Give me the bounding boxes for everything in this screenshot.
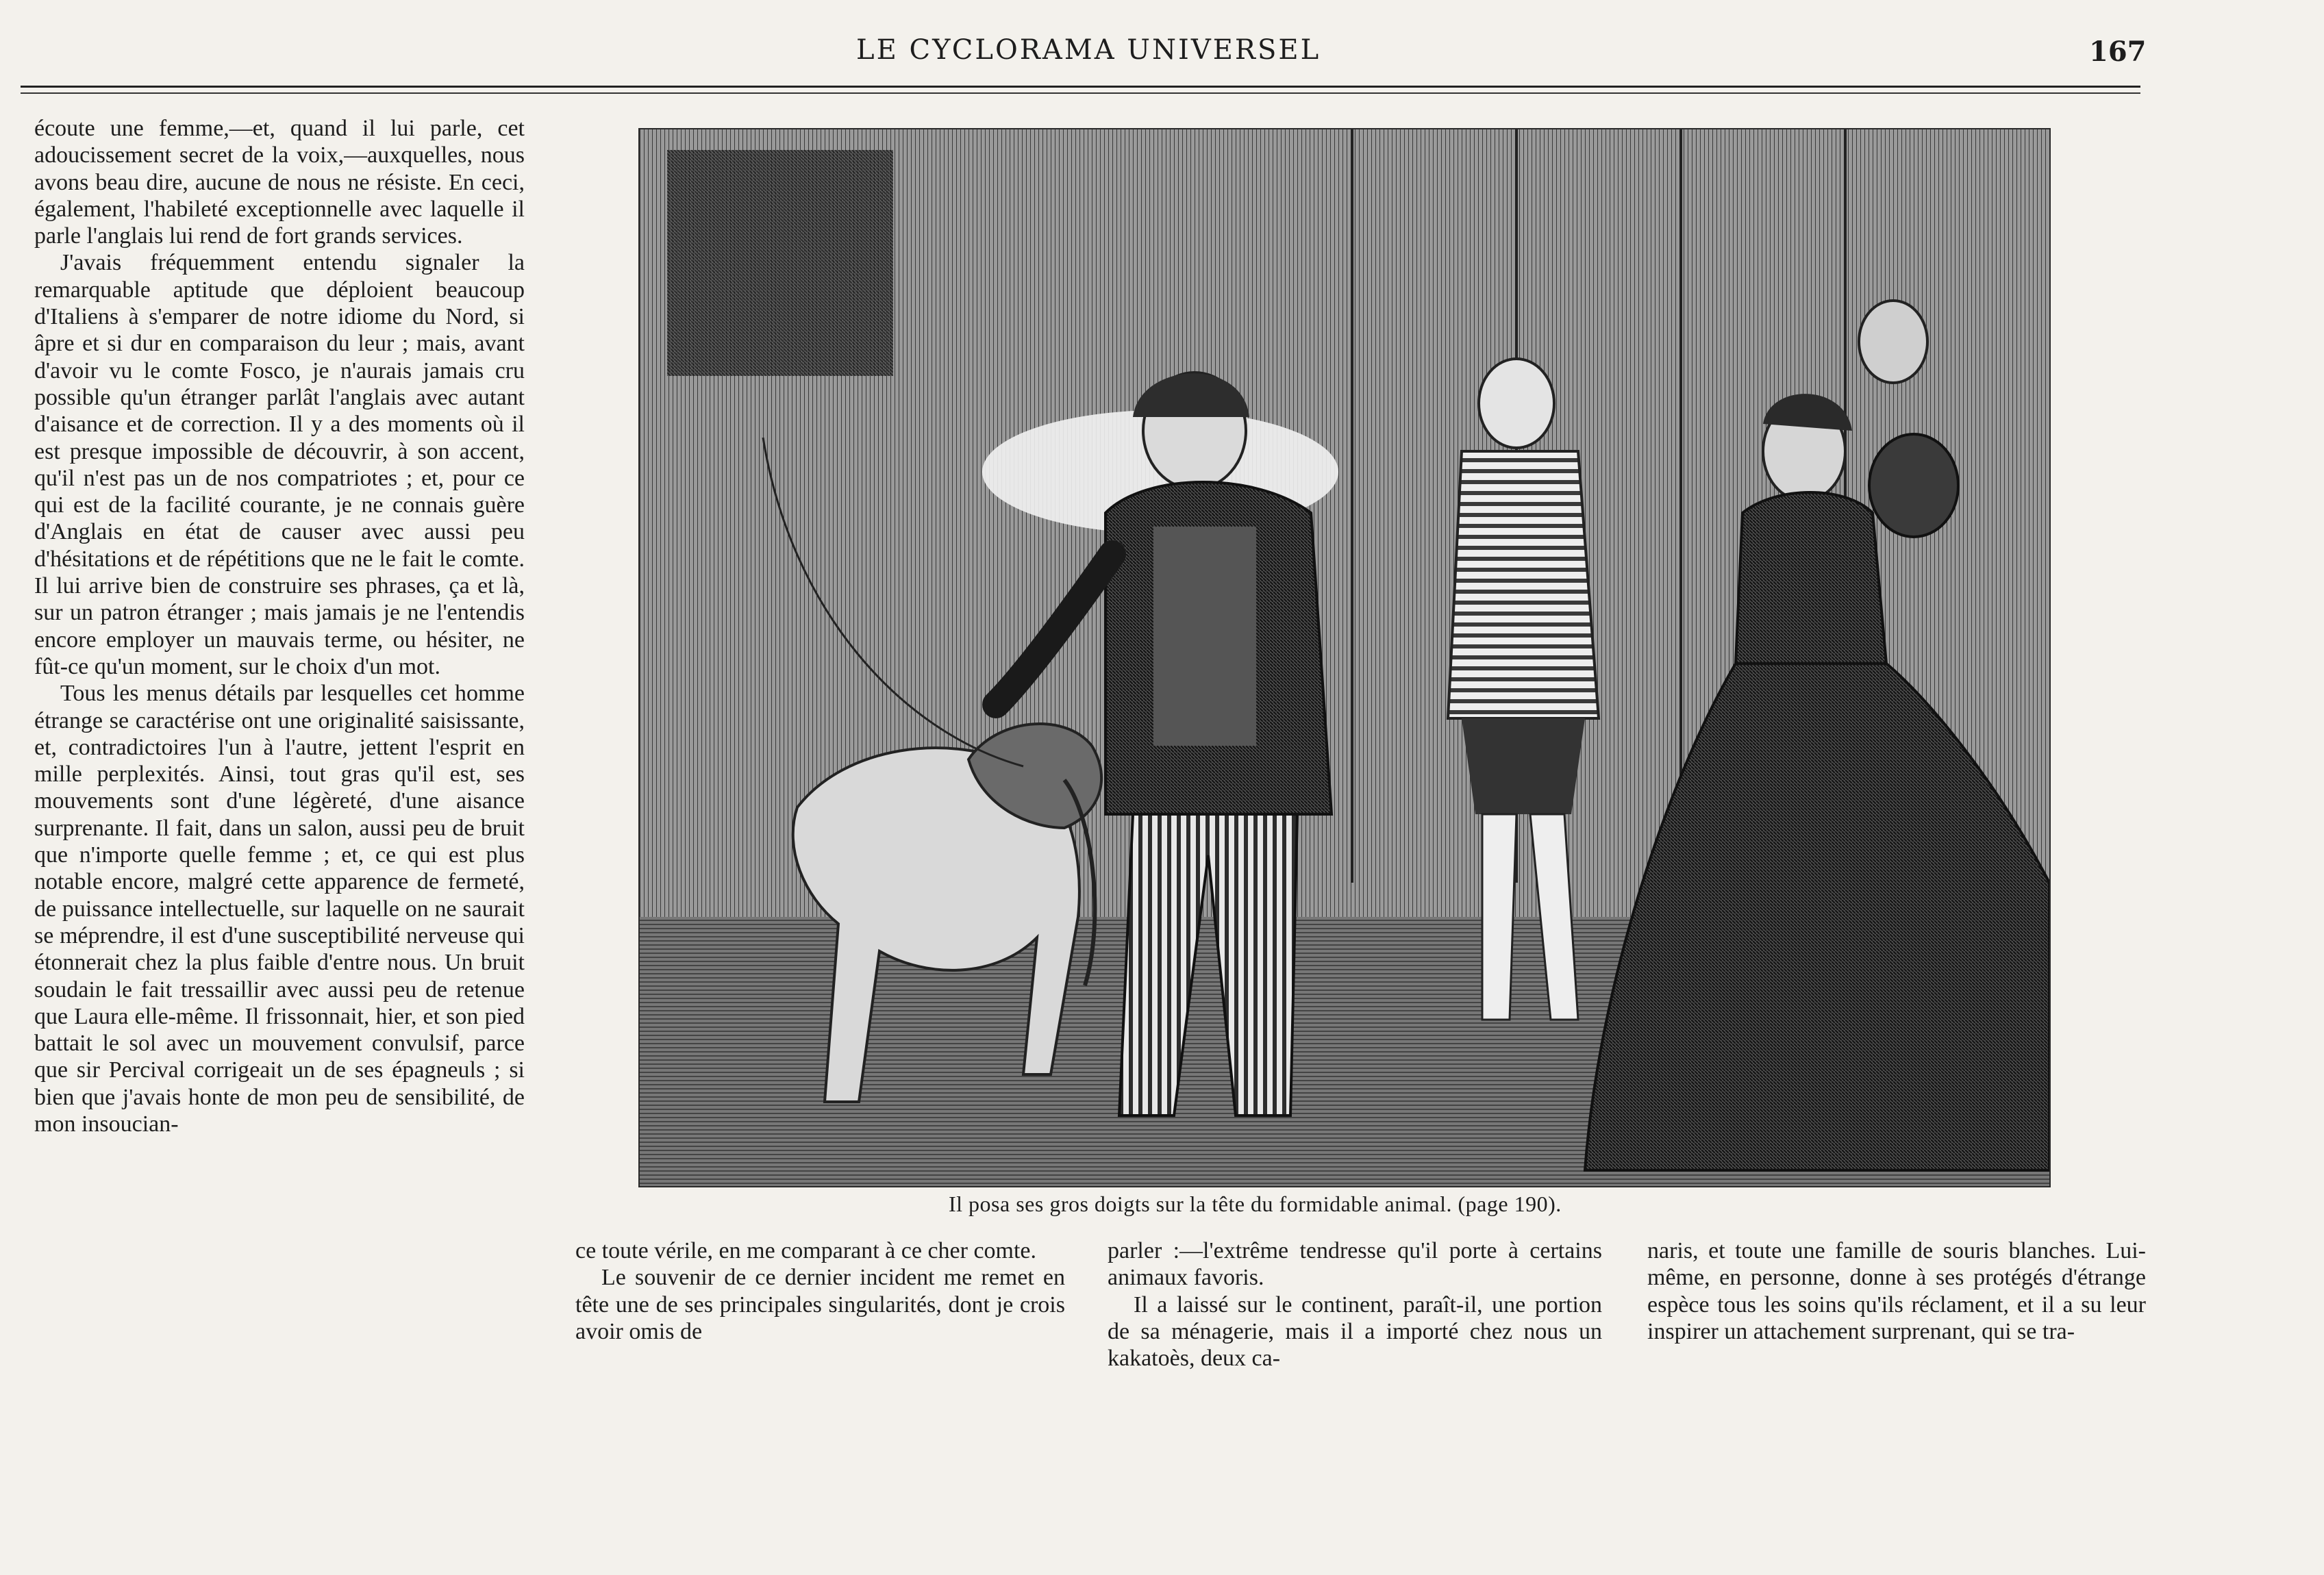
text-column-3	[1108, 1237, 1602, 1372]
illustration-caption: Il posa ses gros doigts sur la tête du formidable animal. (page 190).	[949, 1192, 1562, 1216]
paragraph: parler :—l'extrême tendresse qu'il porte à certains animaux favoris.	[1108, 1238, 1602, 1291]
page-number: 167	[2089, 36, 2147, 68]
paragraph: écoute une femme,—et, quand il lui parle, cet adoucissement secret de la voix,—auxquelles, nous avons beau dire, aucune de nous ne résiste. En ceci, également, l'habileté exceptionnelle avec laquelle il parle l'anglais lui rend de fort grands services.	[34, 116, 525, 249]
header-rule	[21, 86, 2140, 88]
text-column-1	[34, 115, 525, 1137]
paragraph: ce toute vérile, en me comparant à ce cher comte.	[575, 1238, 1037, 1263]
paragraph: Il a laissé sur le continent, paraît-il, une portion de sa ménagerie, mais il a importé chez nous un kakatoès, deux ca-	[1108, 1292, 1602, 1372]
header-rule-secondary	[21, 92, 2140, 94]
paragraph: Tous les menus détails par lesquelles cet homme étrange se caractérise ont une originalité saisissante, et, contradictoires l'un à l'autre, jettent l'esprit en mille perplexités. Ainsi, tout gras qu'il est, ses mouvements sont d'une légèreté, d'une aisance surprenante. Il fait, dans un salon, aussi peu de bruit que n'importe quelle femme ; et, ce qui est plus notable encore, malgré cette apparence de fermeté, de puissance intellectuelle, sur laquelle on ne saurait se méprendre, il est d'une susceptibilité nerveuse qui étonnerait chez la plus faible d'entre nous. Un bruit soudain le fait tressaillir avec aussi peu de retenue que Laura elle-même. Il frissonnait, hier, et son pied battait le sol avec un mouvement convulsif, parce que sir Percival corrigeait un de ses épagneuls ; si bien que j'avais honte de mon peu de sensibilité, de mon insoucian-	[34, 681, 525, 1137]
text-column-4	[1647, 1237, 2146, 1345]
paragraph: Le souvenir de ce dernier incident me remet en tête une de ses principales singularités, dont je crois avoir omis de	[575, 1265, 1065, 1344]
header-title: LE CYCLORAMA UNIVERSEL	[856, 34, 1321, 66]
paragraph: J'avais fréquemment entendu signaler la remarquable aptitude que déploient beaucoup d'Italiens à s'emparer de notre idiome du Nord, si âpre et si dur en comparaison du leur ; mais, avant d'avoir vu le comte Fosco, je n'aurais jamais cru possible qu'un étranger parlât l'anglais avec autant d'aisance et de correction. Il y a des moments où il est presque impossible de découvrir, à son accent, qu'il n'est pas un de nos compatriotes ; et, pour ce qui est de la facilité courante, je ne connais guère d'Anglais en état de causer avec aussi peu d'hésitations et de répétitions que ne le fait le comte. Il lui arrive bien de construire ses phrases, ça et là, sur un patron étranger ; mais jamais je ne l'entendis encore employer un mauvais terme, ou hésiter, ne fût-ce qu'un moment, sur le choix d'un mot.	[34, 250, 525, 679]
engraving-illustration	[638, 128, 2051, 1187]
text-column-2	[575, 1237, 1065, 1345]
paragraph: naris, et toute une famille de souris blanches. Lui-même, en personne, donne à ses protégés d'étrange espèce tous les soins qu'ils réclament, et il a su leur inspirer un attachement surprenant, qui se tra-	[1647, 1238, 2146, 1344]
hanging-drapery	[667, 150, 893, 376]
engraving-scene	[640, 129, 2049, 1186]
